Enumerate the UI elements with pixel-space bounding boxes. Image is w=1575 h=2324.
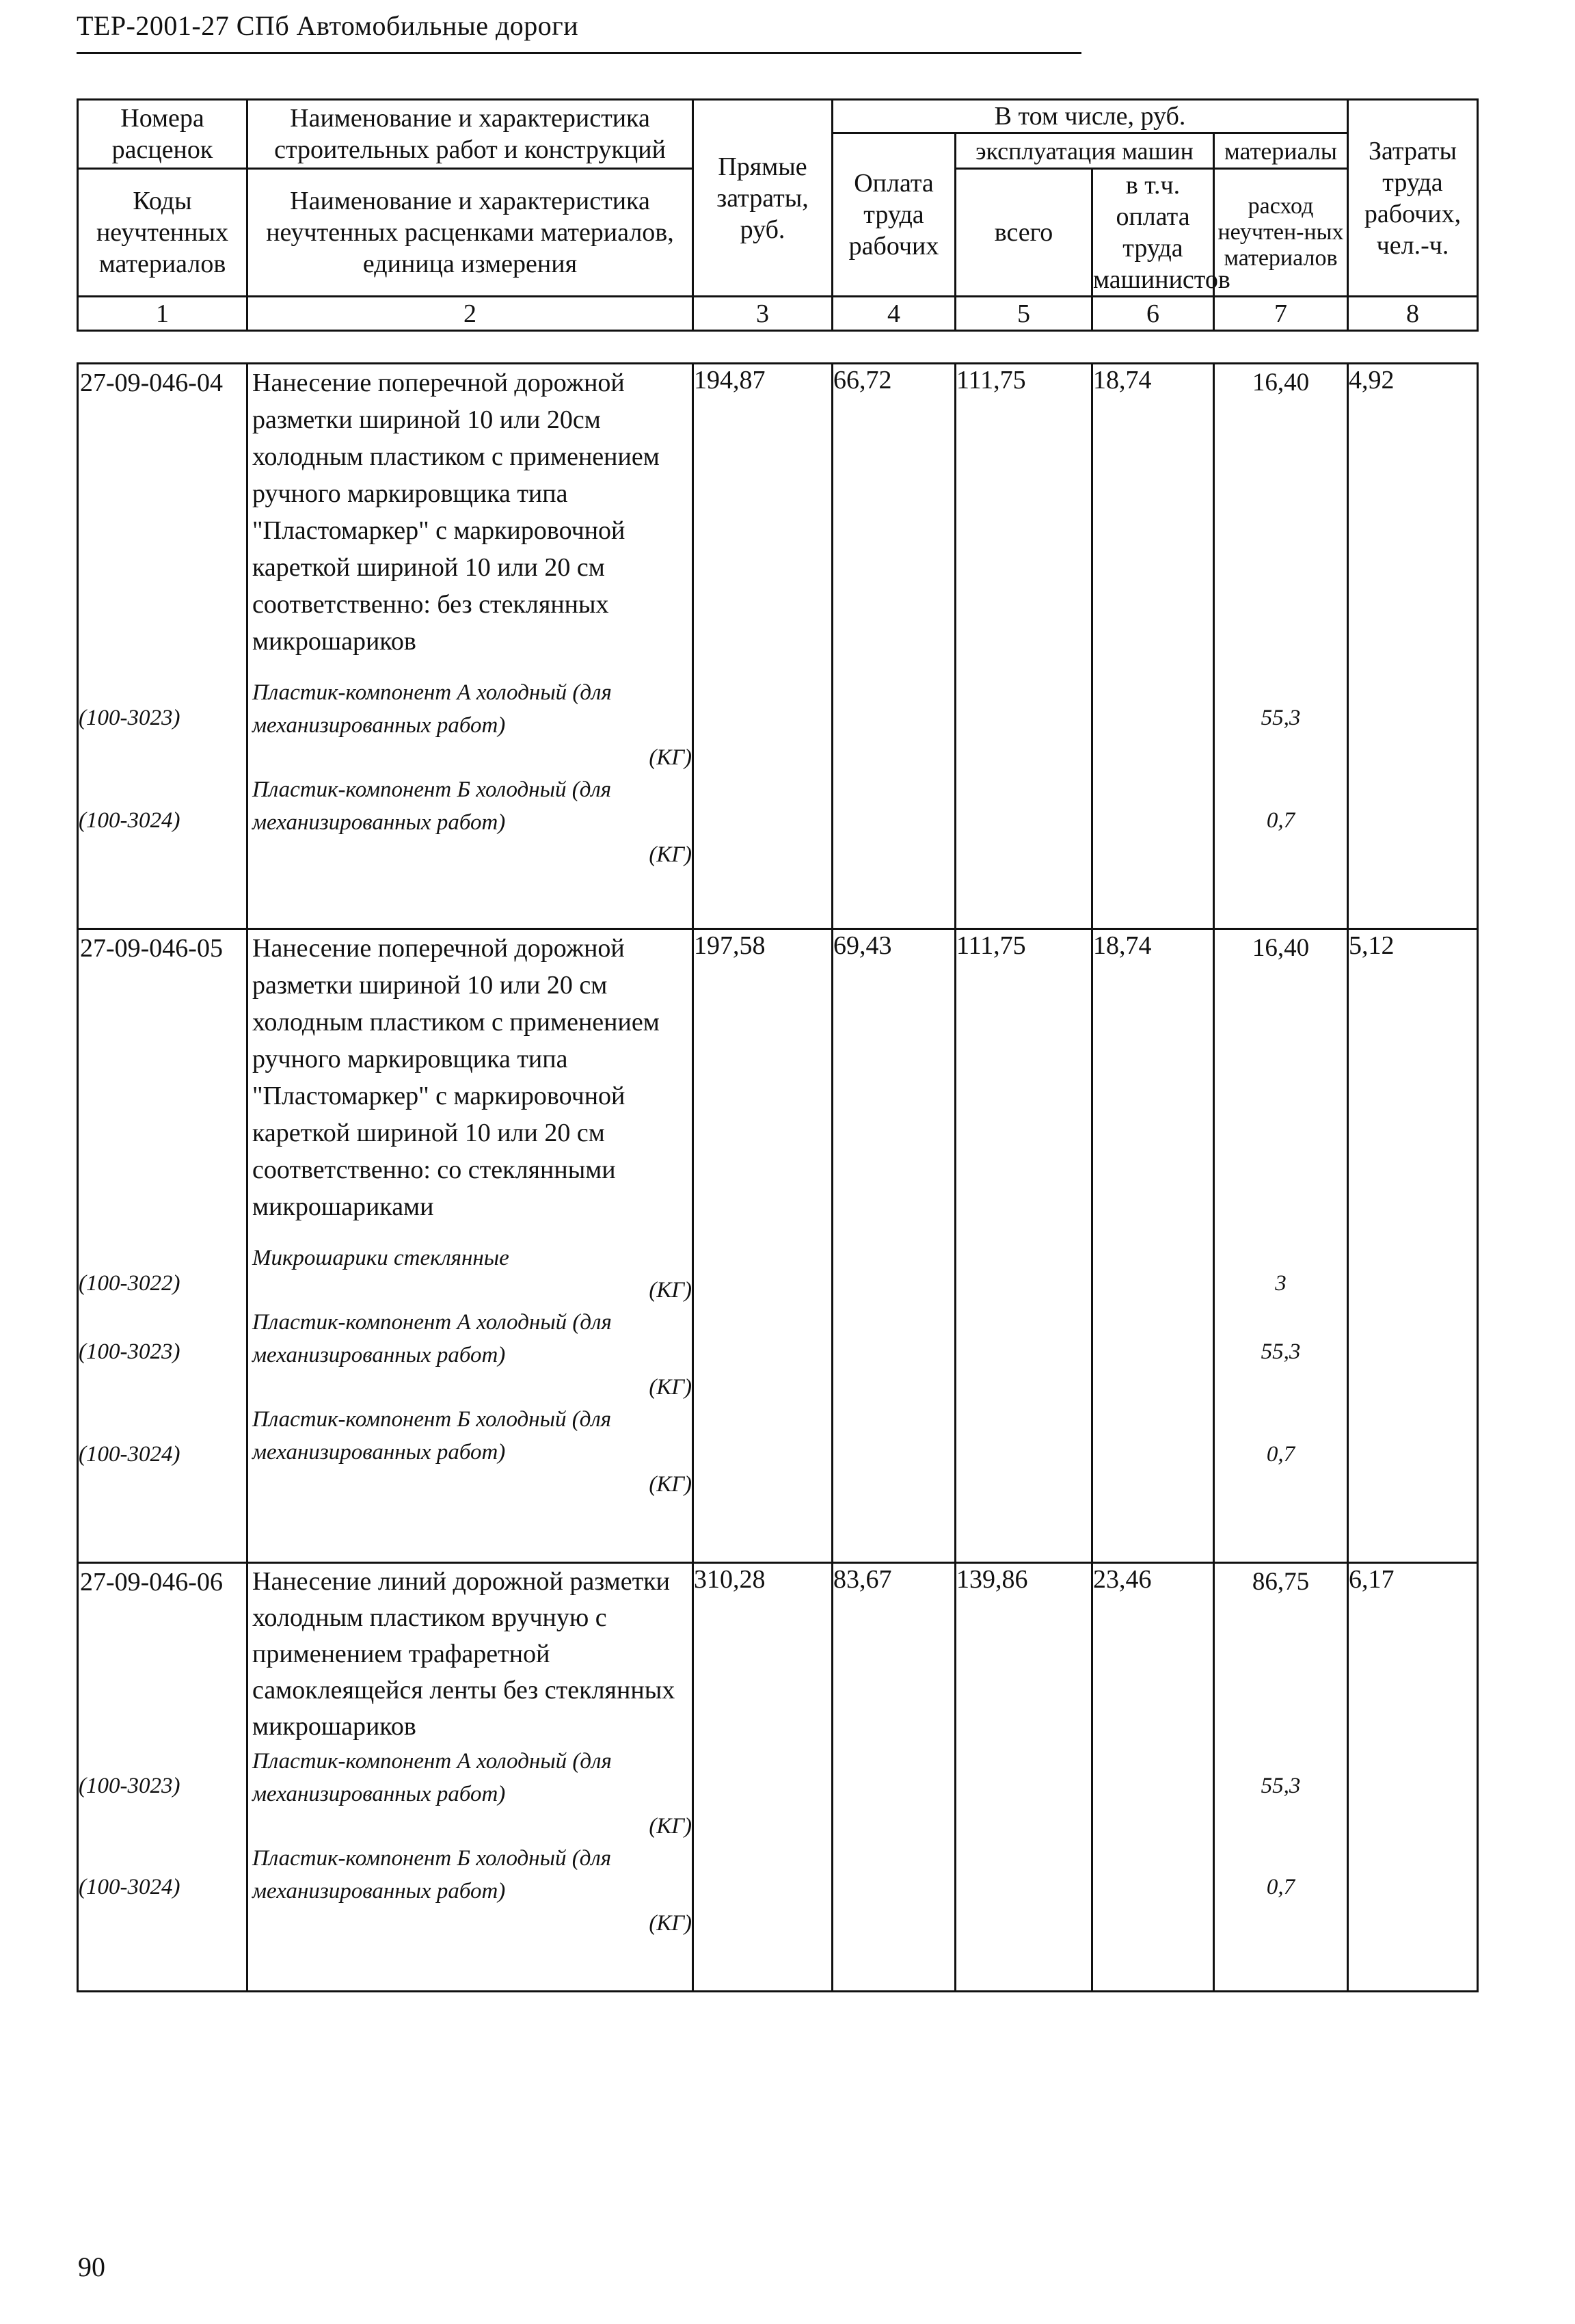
material-code: (100-3023) [79, 1774, 180, 1798]
material-unit: (КГ) [649, 745, 692, 770]
labor-hours: 6,17 [1348, 1563, 1478, 1992]
page-number: 90 [78, 2252, 105, 2282]
header-col1-bottom: Коды неучтенных материалов [78, 169, 247, 297]
material-name: Пластик-компонент Б холодный (для механизированных работ) [252, 777, 612, 835]
machines-total: 111,75 [956, 929, 1092, 1563]
material-amount: 55,3 [1261, 1774, 1301, 1798]
machinists-cost: 18,74 [1092, 929, 1214, 1563]
title-cell [247, 364, 693, 929]
materials-cost: 86,75 [1252, 1568, 1310, 1596]
col-number: 5 [956, 297, 1092, 331]
direct-cost: 194,87 [693, 364, 833, 929]
material-amount: 0,7 [1266, 808, 1295, 833]
header-col8: Затраты труда рабочих, чел.-ч. [1348, 100, 1478, 297]
materials-cell [1214, 929, 1348, 1563]
material-name: Пластик-компонент Б холодный (для механизированных работ) [252, 1846, 612, 1904]
header-col7: расход неучтен-ных материалов [1214, 169, 1348, 297]
col-number: 4 [833, 297, 956, 331]
material-amount: 3 [1275, 1271, 1287, 1296]
materials-cost: 16,40 [1252, 369, 1310, 397]
material-unit: (КГ) [649, 1911, 692, 1936]
material-code: (100-3024) [79, 1442, 180, 1467]
col-number: 6 [1092, 297, 1214, 331]
header-col4: Оплата труда рабочих [833, 133, 956, 297]
labor-hours: 4,92 [1348, 364, 1478, 929]
col-number: 3 [693, 297, 833, 331]
materials-cell [1214, 1563, 1348, 1992]
rate-title: Нанесение линий дорожной разметки холодным пластиком вручную с применением трафаретной самоклеящейся ленты без стеклянных микрошариков [252, 1567, 675, 1741]
direct-cost: 197,58 [693, 929, 833, 1563]
machinists-cost: 18,74 [1092, 364, 1214, 929]
material-name: Пластик-компонент Б холодный (для механизированных работ) [252, 1407, 612, 1465]
col-number: 2 [247, 297, 693, 331]
material-code: (100-3023) [79, 706, 180, 730]
material-code: (100-3024) [79, 1875, 180, 1899]
labor-hours: 5,12 [1348, 929, 1478, 1563]
table-header [77, 98, 1479, 332]
labor-cost: 69,43 [833, 929, 956, 1563]
material-unit: (КГ) [649, 1472, 692, 1497]
header-machines: эксплуатация машин [956, 133, 1214, 169]
header-materials: материалы [1214, 133, 1348, 169]
labor-cost: 66,72 [833, 364, 956, 929]
material-amount: 55,3 [1261, 1339, 1301, 1364]
material-unit: (КГ) [649, 1278, 692, 1303]
labor-cost: 83,67 [833, 1563, 956, 1992]
header-col6: в т.ч. оплата труда машинистов [1092, 169, 1214, 297]
machines-total: 111,75 [956, 364, 1092, 929]
rate-title: Нанесение поперечной дорожной разметки шириной 10 или 20 см холодным пластиком с применением ручного маркировщика типа "Пластомаркер" с маркировочной кареткой шириной 10 или 20 см соответственно: со стеклянными микрошариками [252, 934, 660, 1221]
material-unit: (КГ) [649, 842, 692, 867]
code-cell [78, 1563, 247, 1992]
rate-code: 27-09-046-04 [80, 369, 223, 397]
code-cell [78, 364, 247, 929]
material-name: Пластик-компонент А холодный (для механизированных работ) [252, 1310, 612, 1367]
material-unit: (КГ) [649, 1375, 692, 1400]
header-col1-top: Номера расценок [78, 100, 247, 169]
rates-table [77, 362, 1479, 1992]
materials-cell [1214, 364, 1348, 929]
header-group: В том числе, руб. [833, 100, 1348, 133]
machinists-cost: 23,46 [1092, 1563, 1214, 1992]
material-name: Микрошарики стеклянные [252, 1246, 509, 1270]
page-header: ТЕР-2001-27 СПб Автомобильные дороги [77, 10, 1081, 54]
rate-title: Нанесение поперечной дорожной разметки шириной 10 или 20см холодным пластиком с применением ручного маркировщика типа "Пластомаркер" с маркировочной кареткой шириной 10 или 20 см соответственно: без стеклянных микрошариков [252, 369, 660, 656]
header-col2-top: Наименование и характеристика строительных работ и конструкций [247, 100, 693, 169]
rate-code: 27-09-046-06 [80, 1568, 223, 1597]
header-col3: Прямые затраты, руб. [693, 100, 833, 297]
material-name: Пластик-компонент А холодный (для механизированных работ) [252, 1749, 612, 1806]
direct-cost: 310,28 [693, 1563, 833, 1992]
material-amount: 0,7 [1266, 1442, 1295, 1467]
title-cell [247, 1563, 693, 1992]
material-amount: 0,7 [1266, 1875, 1295, 1899]
material-code: (100-3022) [79, 1271, 180, 1296]
material-code: (100-3024) [79, 808, 180, 833]
col-number: 8 [1348, 297, 1478, 331]
rate-code: 27-09-046-05 [80, 934, 223, 963]
title-cell [247, 929, 693, 1563]
material-code: (100-3023) [79, 1339, 180, 1364]
header-col2-bottom: Наименование и характеристика неучтенных расценками материалов, единица измерения [247, 169, 693, 297]
col-number: 1 [78, 297, 247, 331]
code-cell [78, 929, 247, 1563]
material-amount: 55,3 [1261, 706, 1301, 730]
materials-cost: 16,40 [1252, 934, 1310, 962]
material-name: Пластик-компонент А холодный (для механизированных работ) [252, 680, 612, 738]
header-col5: всего [956, 169, 1092, 297]
material-unit: (КГ) [649, 1814, 692, 1839]
table-row [78, 364, 1478, 929]
table-row [78, 929, 1478, 1563]
col-number: 7 [1214, 297, 1348, 331]
machines-total: 139,86 [956, 1563, 1092, 1992]
table-row [78, 1563, 1478, 1992]
